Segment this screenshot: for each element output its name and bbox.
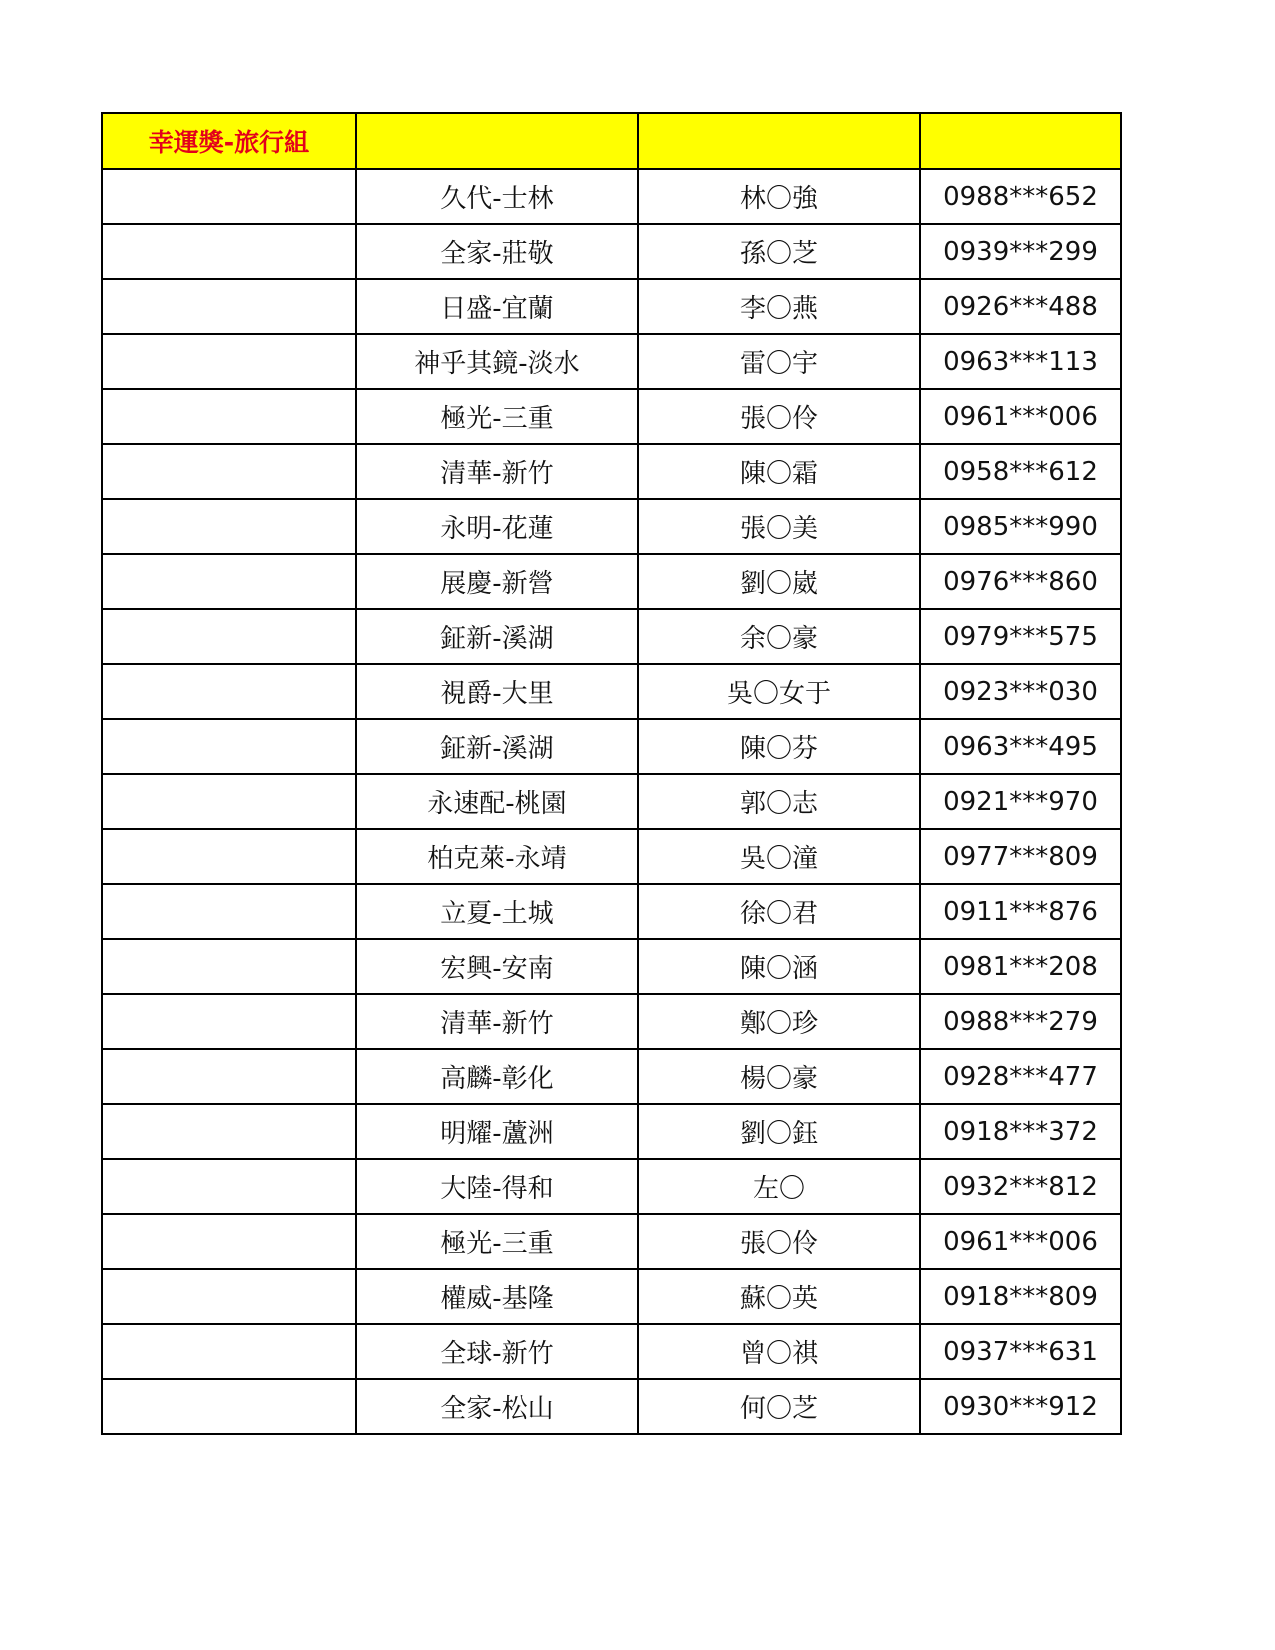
empty-cell [102, 1049, 356, 1104]
empty-cell [102, 224, 356, 279]
store-cell: 永速配-桃園 [356, 774, 638, 829]
table-row [102, 1379, 1121, 1434]
winner-name-cell: 張〇伶 [638, 389, 920, 444]
empty-cell [102, 1214, 356, 1269]
table-row [102, 499, 1121, 554]
store-cell: 大陸-得和 [356, 1159, 638, 1214]
phone-cell: 0923***030 [920, 664, 1121, 719]
store-cell: 極光-三重 [356, 1214, 638, 1269]
table-row [102, 1214, 1121, 1269]
store-cell: 鉦新-溪湖 [356, 609, 638, 664]
table-row [102, 334, 1121, 389]
winner-name-cell: 吳〇女于 [638, 664, 920, 719]
phone-cell: 0961***006 [920, 1214, 1121, 1269]
table-row [102, 279, 1121, 334]
store-cell: 清華-新竹 [356, 994, 638, 1049]
prize-title: 幸運獎-旅行組 [148, 128, 310, 157]
empty-cell [102, 169, 356, 224]
empty-cell [102, 1269, 356, 1324]
empty-cell [102, 499, 356, 554]
empty-cell [102, 719, 356, 774]
winner-name-cell: 余〇豪 [638, 609, 920, 664]
empty-cell [102, 939, 356, 994]
phone-cell: 0932***812 [920, 1159, 1121, 1214]
winners-table [101, 112, 1122, 1435]
store-cell: 明耀-蘆洲 [356, 1104, 638, 1159]
header-row [102, 113, 1121, 169]
phone-cell: 0937***631 [920, 1324, 1121, 1379]
table-row [102, 444, 1121, 499]
store-cell: 柏克萊-永靖 [356, 829, 638, 884]
winner-name-cell: 張〇美 [638, 499, 920, 554]
winner-name-cell: 吳〇潼 [638, 829, 920, 884]
phone-cell: 0928***477 [920, 1049, 1121, 1104]
winner-name-cell: 鄭〇珍 [638, 994, 920, 1049]
phone-cell: 0930***912 [920, 1379, 1121, 1434]
phone-cell: 0981***208 [920, 939, 1121, 994]
winner-name-cell: 劉〇鈺 [638, 1104, 920, 1159]
phone-cell: 0977***809 [920, 829, 1121, 884]
empty-cell [102, 1159, 356, 1214]
winner-name-cell: 郭〇志 [638, 774, 920, 829]
winner-name-cell: 張〇伶 [638, 1214, 920, 1269]
store-cell: 鉦新-溪湖 [356, 719, 638, 774]
header-empty-cell [356, 113, 638, 169]
table-row [102, 1324, 1121, 1379]
table-row [102, 939, 1121, 994]
store-cell: 日盛-宜蘭 [356, 279, 638, 334]
winner-name-cell: 劉〇崴 [638, 554, 920, 609]
store-cell: 立夏-土城 [356, 884, 638, 939]
winner-name-cell: 林〇強 [638, 169, 920, 224]
phone-cell: 0926***488 [920, 279, 1121, 334]
winner-name-cell: 徐〇君 [638, 884, 920, 939]
table-row [102, 389, 1121, 444]
table-row [102, 609, 1121, 664]
winner-name-cell: 陳〇涵 [638, 939, 920, 994]
store-cell: 宏興-安南 [356, 939, 638, 994]
store-cell: 展慶-新營 [356, 554, 638, 609]
empty-cell [102, 554, 356, 609]
empty-cell [102, 994, 356, 1049]
store-cell: 權威-基隆 [356, 1269, 638, 1324]
phone-cell: 0918***809 [920, 1269, 1121, 1324]
empty-cell [102, 1324, 356, 1379]
winner-name-cell: 何〇芝 [638, 1379, 920, 1434]
phone-cell: 0985***990 [920, 499, 1121, 554]
winner-name-cell: 李〇燕 [638, 279, 920, 334]
phone-cell: 0979***575 [920, 609, 1121, 664]
winner-name-cell: 孫〇芝 [638, 224, 920, 279]
winners-table-body [102, 113, 1121, 1434]
table-row [102, 884, 1121, 939]
phone-cell: 0988***279 [920, 994, 1121, 1049]
store-cell: 神乎其鏡-淡水 [356, 334, 638, 389]
empty-cell [102, 389, 356, 444]
empty-cell [102, 609, 356, 664]
table-row [102, 224, 1121, 279]
winner-name-cell: 楊〇豪 [638, 1049, 920, 1104]
table-row [102, 1159, 1121, 1214]
table-row [102, 719, 1121, 774]
header-empty-cell [920, 113, 1121, 169]
phone-cell: 0963***113 [920, 334, 1121, 389]
store-cell: 永明-花蓮 [356, 499, 638, 554]
table-row [102, 1049, 1121, 1104]
phone-cell: 0976***860 [920, 554, 1121, 609]
store-cell: 久代-士林 [356, 169, 638, 224]
empty-cell [102, 279, 356, 334]
table-row [102, 664, 1121, 719]
empty-cell [102, 1104, 356, 1159]
winner-name-cell: 雷〇宇 [638, 334, 920, 389]
empty-cell [102, 829, 356, 884]
store-cell: 高麟-彰化 [356, 1049, 638, 1104]
phone-cell: 0921***970 [920, 774, 1121, 829]
phone-cell: 0939***299 [920, 224, 1121, 279]
phone-cell: 0988***652 [920, 169, 1121, 224]
store-cell: 全球-新竹 [356, 1324, 638, 1379]
store-cell: 清華-新竹 [356, 444, 638, 499]
winner-name-cell: 曾〇祺 [638, 1324, 920, 1379]
store-cell: 視爵-大里 [356, 664, 638, 719]
winner-name-cell: 蘇〇英 [638, 1269, 920, 1324]
table-row [102, 1269, 1121, 1324]
empty-cell [102, 664, 356, 719]
table-row [102, 169, 1121, 224]
empty-cell [102, 774, 356, 829]
winner-name-cell: 左〇 [638, 1159, 920, 1214]
table-row [102, 994, 1121, 1049]
empty-cell [102, 444, 356, 499]
header-empty-cell [638, 113, 920, 169]
store-cell: 極光-三重 [356, 389, 638, 444]
phone-cell: 0958***612 [920, 444, 1121, 499]
table-row [102, 829, 1121, 884]
winner-name-cell: 陳〇霜 [638, 444, 920, 499]
store-cell: 全家-莊敬 [356, 224, 638, 279]
phone-cell: 0961***006 [920, 389, 1121, 444]
phone-cell: 0918***372 [920, 1104, 1121, 1159]
phone-cell: 0963***495 [920, 719, 1121, 774]
winner-name-cell: 陳〇芬 [638, 719, 920, 774]
empty-cell [102, 884, 356, 939]
phone-cell: 0911***876 [920, 884, 1121, 939]
empty-cell [102, 1379, 356, 1434]
table-row [102, 554, 1121, 609]
store-cell: 全家-松山 [356, 1379, 638, 1434]
empty-cell [102, 334, 356, 389]
table-row [102, 1104, 1121, 1159]
header-title-cell [102, 113, 356, 169]
table-row [102, 774, 1121, 829]
